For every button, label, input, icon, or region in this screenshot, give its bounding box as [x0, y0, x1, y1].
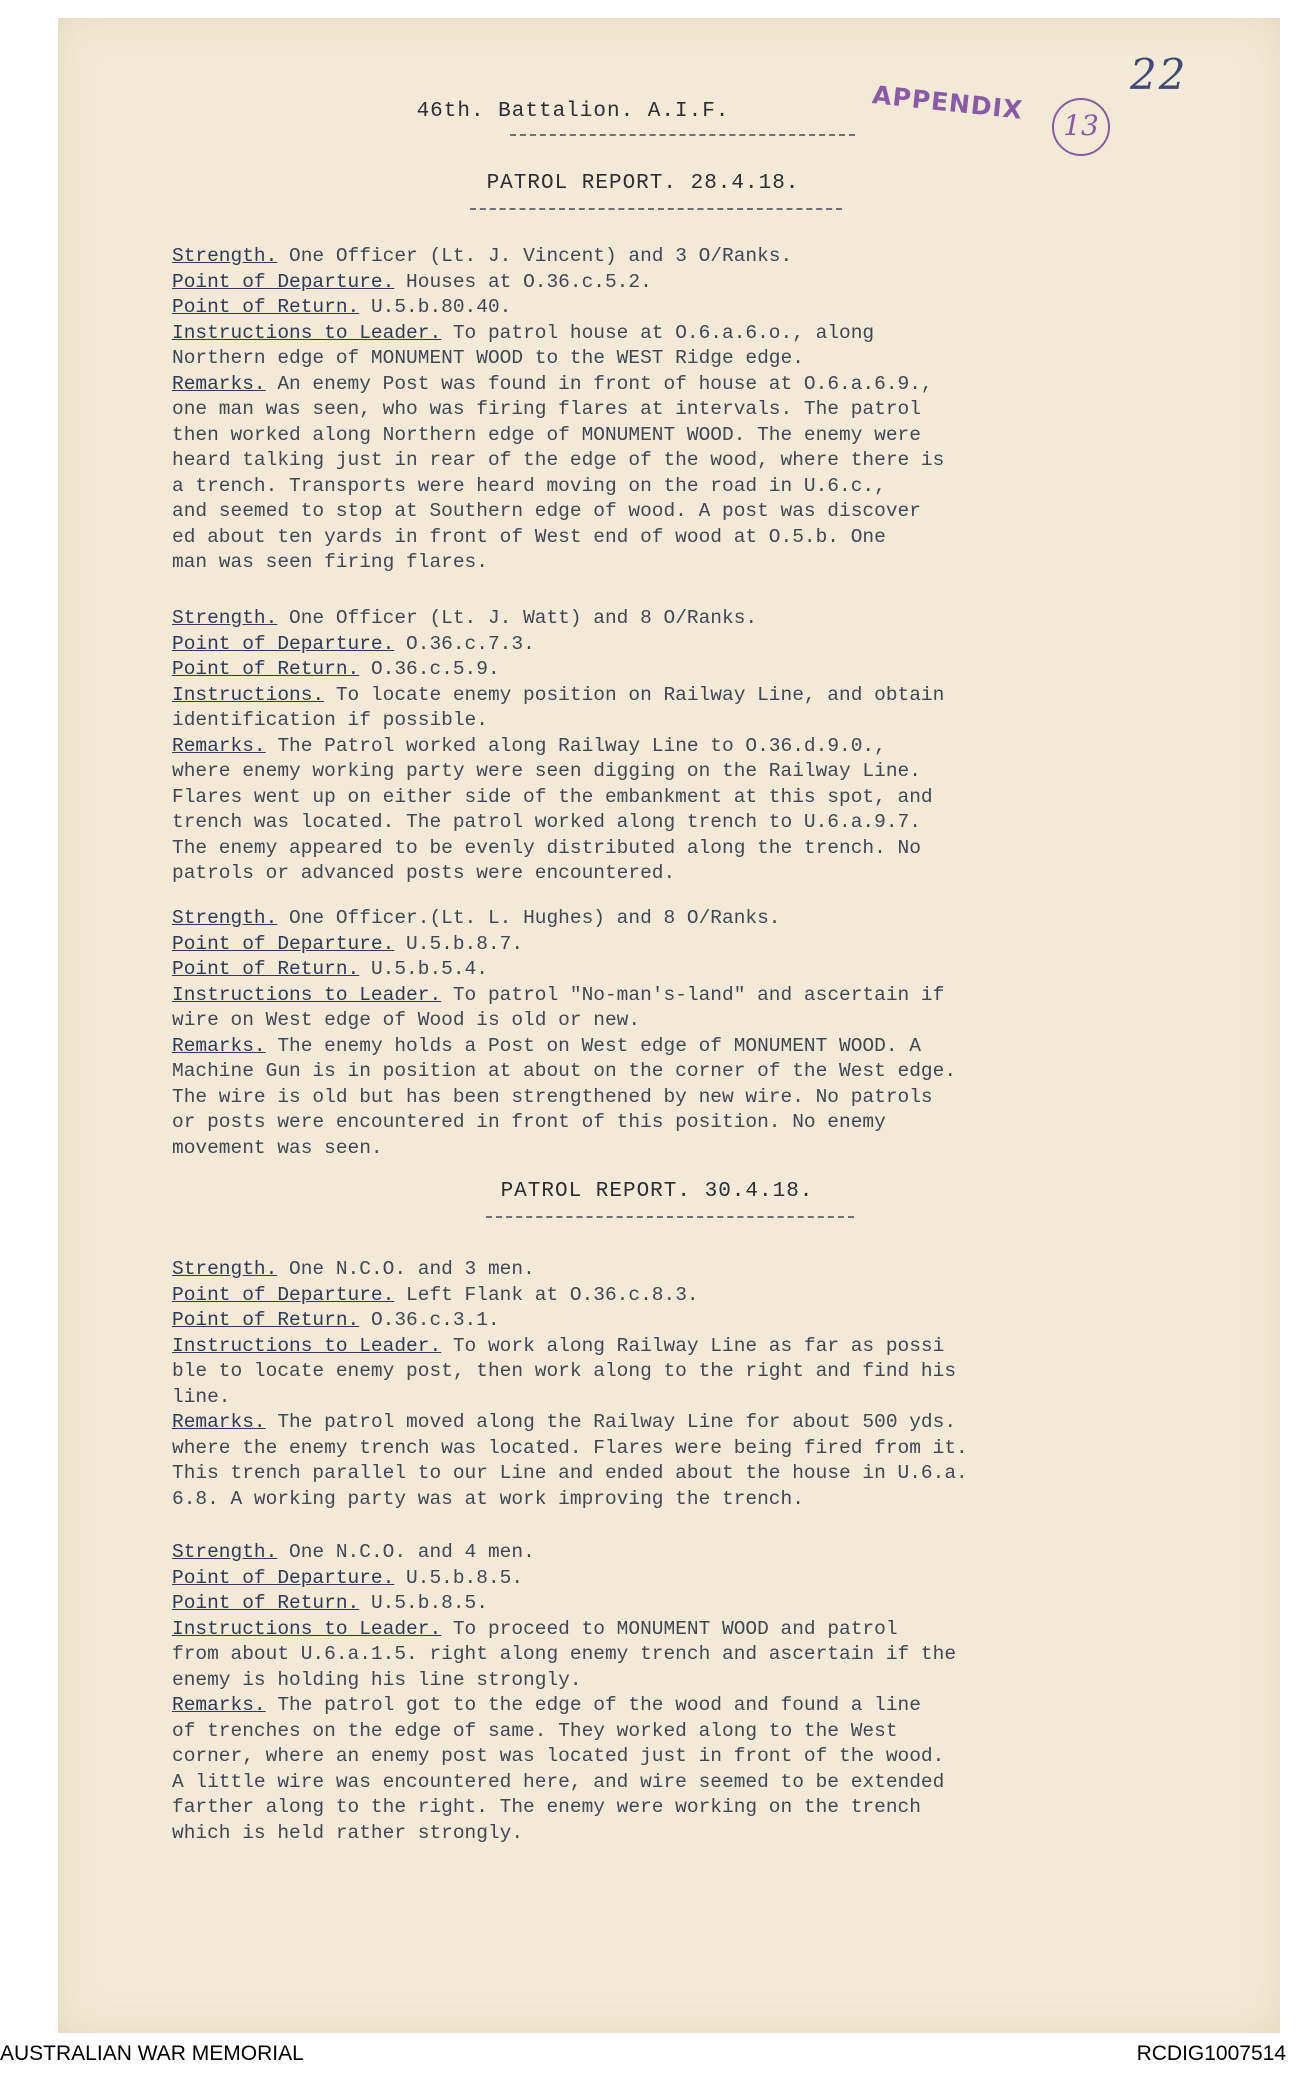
text-line: movement was seen.: [172, 1136, 383, 1159]
text-line: which is held rather strongly.: [172, 1821, 524, 1844]
field-value: An enemy Post was found in front of house at O.6.a.6.9.,: [277, 372, 933, 395]
field-label: Point of Departure.: [172, 1283, 395, 1306]
field-value: Houses at O.36.c.5.2.: [406, 270, 652, 293]
footer-right: RCDIG1007514: [1136, 2042, 1286, 2065]
appendix-number-stamp: 13: [1052, 98, 1110, 156]
text-line: heard talking just in rear of the edge of the wood, where there is: [172, 449, 945, 471]
field-value: The patrol got to the edge of the wood and found a line: [277, 1694, 921, 1716]
field-label: Point of Departure.: [172, 632, 395, 655]
field-label: Instructions to Leader.: [172, 983, 442, 1006]
field-label: Remarks.: [172, 1034, 266, 1057]
text-line: Machine Gun is in position at about on the corner of the West edge.: [172, 1060, 957, 1082]
field-value: U.5.b.8.7.: [406, 932, 524, 955]
text-line: Northern edge of MONUMENT WOOD to the WEST Ridge edge.: [172, 347, 804, 369]
text-line: one man was seen, who was firing flares at intervals. The patrol: [172, 398, 921, 420]
instructions-line: [172, 1334, 1222, 1360]
text-line: This trench parallel to our Line and ended about the house in U.6.a.: [172, 1462, 968, 1484]
field-value: One N.C.O. and 4 men.: [289, 1541, 535, 1563]
remarks-line: [172, 734, 1222, 760]
field-value: One Officer (Lt. J. Watt) and 8 O/Ranks.: [289, 607, 758, 629]
field-value: Left Flank at O.36.c.8.3.: [406, 1283, 699, 1306]
text-line: from about U.6.a.1.5. right along enemy trench and ascertain if the: [172, 1643, 957, 1665]
field-value: The enemy holds a Post on West edge of MONUMENT WOOD. A: [277, 1034, 921, 1057]
patrol-section-5: [172, 1540, 1222, 1846]
text-line: trench was located. The patrol worked along trench to U.6.a.9.7.: [172, 811, 921, 833]
return-line: [172, 957, 1222, 983]
field-label: Point of Departure.: [172, 932, 395, 955]
text-line: then worked along Northern edge of MONUMENT WOOD. The enemy were: [172, 423, 921, 446]
strength-line: [172, 606, 1222, 632]
field-value: O.36.c.3.1.: [370, 1309, 500, 1331]
strength-line: [172, 244, 1222, 270]
strength-line: [172, 906, 1222, 932]
text-line: Flares went up on either side of the embankment at this spot, and: [172, 785, 933, 808]
report-title-1: PATROL REPORT. 28.4.18.: [486, 172, 800, 195]
text-line: ed about ten yards in front of West end of wood at O.5.b. One: [172, 525, 886, 548]
field-value: To proceed to MONUMENT WOOD and patrol: [452, 1617, 898, 1640]
appendix-stamp: APPENDIX: [870, 80, 1025, 125]
text-line: 6.8. A working party was at work improving the trench.: [172, 1487, 804, 1510]
return-line: [172, 1308, 1222, 1334]
remarks-line: [172, 1410, 1222, 1436]
field-value: O.36.c.7.3.: [406, 632, 535, 655]
field-label: Point of Return.: [172, 1592, 360, 1614]
field-value: The Patrol worked along Railway Line to O.36.d.9.0.,: [277, 734, 886, 757]
field-value: One N.C.O. and 3 men.: [289, 1258, 535, 1280]
text-line: A little wire was encountered here, and wire seemed to be extended: [172, 1770, 945, 1793]
patrol-section-3: [172, 906, 1222, 1161]
field-label: Point of Return.: [172, 296, 360, 318]
text-line: and seemed to stop at Southern edge of wood. A post was discover: [172, 500, 921, 522]
instructions-line: [172, 683, 1222, 709]
text-line: The enemy appeared to be evenly distributed along the trench. No: [172, 836, 921, 859]
field-value: To patrol "No-man's-land" and ascertain if: [452, 983, 945, 1006]
field-label: Strength.: [172, 1541, 278, 1563]
field-value: U.5.b.80.40.: [370, 296, 512, 318]
patrol-section-4: [172, 1257, 1222, 1512]
footer-left: AUSTRALIAN WAR MEMORIAL: [0, 2042, 304, 2065]
text-line: farther along to the right. The enemy were working on the trench: [172, 1796, 921, 1818]
field-label: Remarks.: [172, 1411, 266, 1433]
departure-line: [172, 270, 1222, 296]
field-label: Instructions.: [172, 683, 325, 706]
field-value: U.5.b.8.5.: [370, 1592, 488, 1614]
text-line: wire on West edge of Wood is old or new.: [172, 1009, 641, 1031]
text-line: line.: [172, 1385, 231, 1408]
remarks-line: [172, 1034, 1222, 1060]
text-line: The wire is old but has been strengthened by new wire. No patrols: [172, 1085, 933, 1108]
report-title-2-rule: [486, 1216, 854, 1218]
field-label: Point of Departure.: [172, 1566, 395, 1589]
text-line: man was seen firing flares.: [172, 551, 488, 573]
text-line: enemy is holding his line strongly.: [172, 1668, 582, 1691]
text-line: a trench. Transports were heard moving on the road in U.6.c.,: [172, 474, 886, 497]
patrol-section-1: [172, 244, 1222, 576]
field-value: To locate enemy position on Railway Line, and obtain: [335, 683, 945, 706]
instructions-line: [172, 321, 1222, 347]
text-line: identification if possible.: [172, 709, 488, 731]
field-label: Instructions to Leader.: [172, 1334, 442, 1357]
report-title-2: PATROL REPORT. 30.4.18.: [500, 1180, 814, 1203]
page-number: 22: [1130, 50, 1188, 99]
field-label: Strength.: [172, 1258, 278, 1280]
field-label: Instructions to Leader.: [172, 1617, 442, 1640]
strength-line: [172, 1540, 1222, 1566]
departure-line: [172, 632, 1222, 658]
field-label: Strength.: [172, 245, 278, 267]
field-label: Strength.: [172, 907, 278, 929]
text-line: or posts were encountered in front of this position. No enemy: [172, 1111, 886, 1133]
field-label: Remarks.: [172, 1694, 266, 1716]
strength-line: [172, 1257, 1222, 1283]
report-title-1-rule: [470, 208, 842, 210]
text-line: where the enemy trench was located. Flares were being fired from it.: [172, 1436, 968, 1459]
text-line: ble to locate enemy post, then work along to the right and find his: [172, 1360, 957, 1382]
text-line: corner, where an enemy post was located just in front of the wood.: [172, 1745, 945, 1767]
field-value: U.5.b.8.5.: [406, 1566, 524, 1589]
patrol-section-2: [172, 606, 1222, 887]
field-value: O.36.c.5.9.: [370, 658, 500, 680]
instructions-line: [172, 1617, 1222, 1643]
field-value: U.5.b.5.4.: [370, 958, 488, 980]
return-line: [172, 295, 1222, 321]
field-value: To work along Railway Line as far as possi: [452, 1334, 945, 1357]
field-value: One Officer (Lt. J. Vincent) and 3 O/Ranks.: [289, 245, 793, 267]
departure-line: [172, 1283, 1222, 1309]
instructions-line: [172, 983, 1222, 1009]
return-line: [172, 657, 1222, 683]
field-label: Strength.: [172, 607, 278, 629]
remarks-line: [172, 1693, 1222, 1719]
field-value: The patrol moved along the Railway Line for about 500 yds.: [277, 1411, 957, 1433]
text-line: where enemy working party were seen digging on the Railway Line.: [172, 760, 921, 782]
field-label: Remarks.: [172, 734, 266, 757]
text-line: patrols or advanced posts were encountered.: [172, 862, 676, 884]
text-line: of trenches on the edge of same. They worked along to the West: [172, 1719, 898, 1742]
field-label: Point of Return.: [172, 958, 360, 980]
departure-line: [172, 1566, 1222, 1592]
remarks-line: [172, 372, 1222, 398]
field-label: Instructions to Leader.: [172, 321, 442, 344]
field-label: Point of Return.: [172, 1309, 360, 1331]
field-label: Point of Departure.: [172, 270, 395, 293]
departure-line: [172, 932, 1222, 958]
field-value: One Officer.(Lt. L. Hughes) and 8 O/Ranks.: [289, 907, 781, 929]
field-label: Remarks.: [172, 372, 266, 395]
unit-heading: 46th. Battalion. A.I.F.: [416, 100, 730, 123]
field-value: To patrol house at O.6.a.6.o., along: [452, 321, 875, 344]
return-line: [172, 1591, 1222, 1617]
field-label: Point of Return.: [172, 658, 360, 680]
heading-rule: [510, 134, 855, 136]
